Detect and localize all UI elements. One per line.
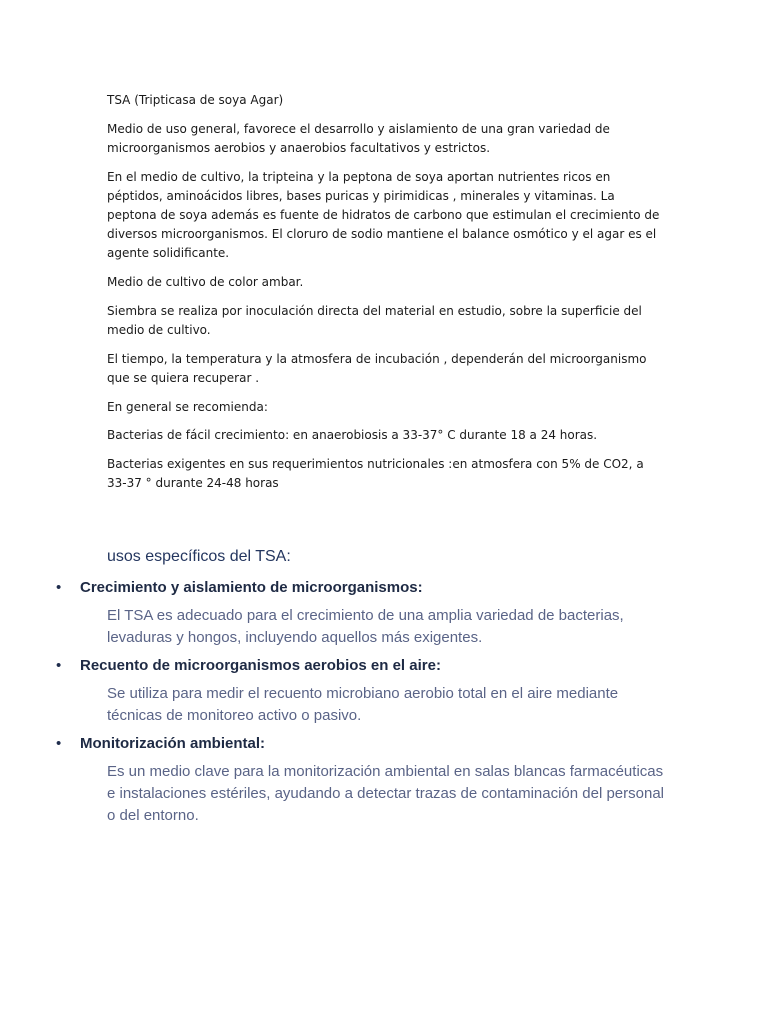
recommendation-easy-growth: Bacterias de fácil crecimiento: en anaerobiosis a 33-37° C durante 18 a 24 horas. [107,428,598,443]
list-item-title: Recuento de microorganismos aerobios en el aire: [80,657,441,674]
bullet-icon: • [56,735,62,752]
recommendation-demanding: Bacterias exigentes en sus requerimientos nutricionales :en atmosfera con 5% de CO2, a 33-37 ° durante 24-48 horas [107,457,644,491]
incubation-paragraph: El tiempo, la temperatura y la atmosfera de incubación , dependerán del microorganismo que se quiera recuperar . [107,351,647,385]
list-item-description: El TSA es adecuado para el crecimiento de una amplia variedad de bacterias, levaduras y hongos, incluyendo aquellos más exigentes. [107,607,624,646]
document-body [107,91,667,503]
list-item [0,577,768,649]
color-paragraph: Medio de cultivo de color ambar. [107,275,304,290]
list-item-description: Es un medio clave para la monitorización ambiental en salas blancas farmacéuticas e instalaciones estériles, ayudando a detectar trazas de contaminación del personal o del entorno. [107,763,665,824]
uses-list [0,577,768,827]
list-item-description: Se utiliza para medir el recuento microbiano aerobio total en el aire mediante técnicas de monitoreo activo o pasivo. [107,685,619,724]
list-item [0,655,768,727]
bullet-icon: • [56,657,62,674]
inoculation-paragraph: Siembra se realiza por inoculación directa del material en estudio, sobre la superficie del medio de cultivo. [107,303,642,338]
composition-paragraph: En el medio de cultivo, la tripteina y la peptona de soya aportan nutrientes ricos en péptidos, aminoácidos libres, bases puricas y pirimidicas , minerales y vitaminas. La peptona de soya además es fuente de hidratos de carbono que estimulan el crecimiento de diversos microorganismos. El cloruro de sodio mantiene el balance osmótico y el agar es el agente solidificante. [107,169,660,261]
bullet-icon: • [56,579,62,596]
uses-section [0,545,768,833]
list-item-title: Crecimiento y aislamiento de microorganismos: [80,579,423,596]
description-paragraph: Medio de uso general, favorece el desarrollo y aislamiento de una gran variedad de microorganismos aerobios y anaerobios facultativos y estrictos. [107,121,610,155]
recommendation-intro: En general se recomienda: [107,399,268,414]
uses-heading: usos específicos del TSA: [107,548,291,565]
list-item-title: Monitorización ambiental: [80,735,266,752]
document-title: TSA (Tripticasa de soya Agar) [107,93,284,107]
list-item [0,733,768,827]
